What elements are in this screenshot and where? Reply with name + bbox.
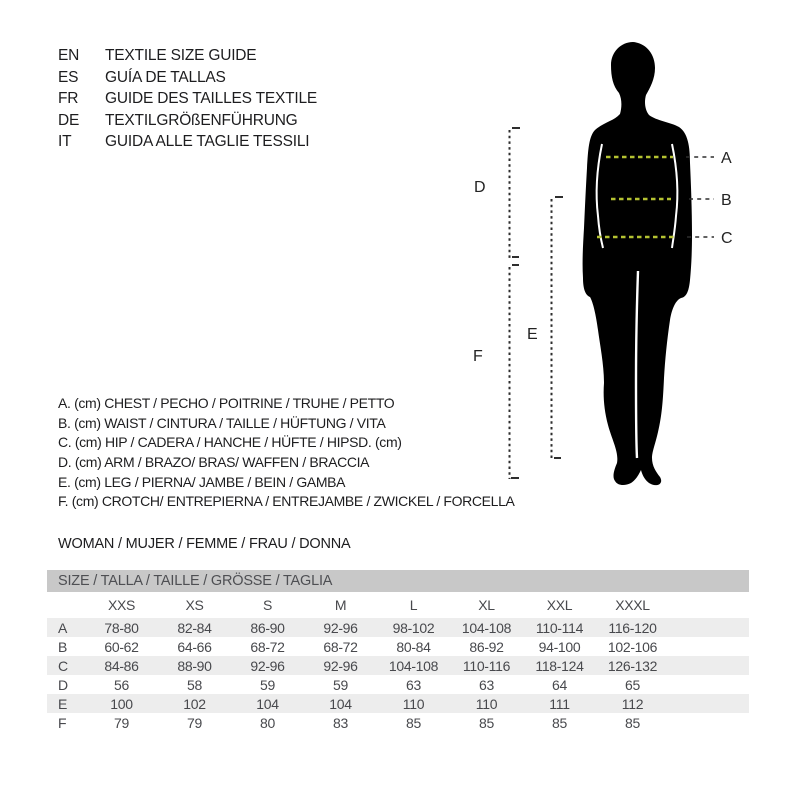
table-row (47, 637, 749, 656)
table-cell: 68-72 (323, 638, 358, 655)
table-cell: 59 (260, 676, 275, 693)
language-title: GUIDA ALLE TAGLIE TESSILI (105, 133, 310, 150)
gender-label: WOMAN / MUJER / FEMME / FRAU / DONNA (58, 536, 351, 552)
table-header-cell: XXL (546, 597, 573, 613)
table-cell: 82-84 (177, 619, 212, 636)
table-cell: 63 (479, 676, 494, 693)
table-cell: 85 (479, 714, 494, 731)
size-table-body (47, 592, 749, 732)
table-header-cell: XXXL (615, 597, 650, 613)
language-row (58, 67, 317, 89)
table-cell: 80-84 (396, 638, 431, 655)
table-cell: 104 (256, 695, 279, 712)
measurement-item: C. (cm) HIP / CADERA / HANCHE / HÜFTE / HIPSD. (cm) (58, 434, 402, 451)
label-B: B (721, 192, 732, 209)
label-D: D (474, 179, 486, 196)
table-cell: 59 (333, 676, 348, 693)
language-code: DE (58, 111, 80, 129)
table-cell: 80 (260, 714, 275, 731)
table-cell: 100 (110, 695, 133, 712)
measurement-item: D. (cm) ARM / BRAZO/ BRAS/ WAFFEN / BRACCIA (58, 454, 370, 471)
size-table (47, 570, 749, 732)
table-cell: 92-96 (323, 657, 358, 674)
language-code: FR (58, 90, 79, 107)
measurement-item: A. (cm) CHEST / PECHO / POITRINE / TRUHE / PETTO (58, 395, 395, 411)
language-code: EN (58, 47, 80, 64)
table-cell: 85 (552, 714, 567, 731)
table-header-cell: M (334, 597, 347, 613)
language-row (58, 88, 317, 110)
table-row (47, 656, 749, 675)
row-label: E (58, 695, 68, 712)
language-row (58, 110, 317, 132)
row-label: C (58, 657, 69, 674)
table-cell: 79 (114, 714, 129, 731)
table-cell: 92-96 (323, 619, 358, 636)
row-label: D (58, 676, 69, 693)
table-cell: 78-80 (104, 619, 139, 636)
size-header-bar: SIZE / TALLA / TAILLE / GRÖSSE / TAGLIA (47, 570, 749, 592)
table-cell: 83 (333, 714, 348, 731)
table-header-row (47, 592, 749, 618)
table-cell: 64 (552, 676, 567, 693)
table-cell: 104-108 (461, 619, 512, 636)
table-row (47, 694, 749, 713)
table-cell: 86-92 (469, 638, 504, 655)
table-cell: 116-120 (608, 619, 657, 636)
table-row (47, 618, 749, 637)
table-cell: 92-96 (250, 657, 285, 674)
label-C: C (721, 230, 733, 247)
language-title: GUIDE DES TAILLES TEXTILE (105, 90, 318, 107)
table-row (47, 713, 749, 732)
table-cell: 126-132 (607, 657, 658, 674)
language-row (58, 131, 317, 153)
table-header-cell: XL (478, 597, 495, 613)
table-cell: 110 (402, 695, 425, 712)
row-label: B (58, 638, 68, 655)
table-cell: 102-106 (607, 638, 658, 655)
table-cell: 112 (621, 695, 644, 712)
table-cell: 58 (187, 676, 202, 693)
language-block (58, 45, 317, 153)
table-cell: 63 (406, 676, 421, 693)
table-cell: 68-72 (250, 638, 285, 655)
language-title: TEXTILE SIZE GUIDE (105, 47, 257, 64)
table-cell: 94-100 (538, 638, 581, 655)
measurement-item: B. (cm) WAIST / CINTURA / TAILLE / HÜFTUNG / VITA (58, 414, 386, 431)
measurement-legend (58, 394, 515, 512)
table-header-cell: XS (185, 597, 204, 613)
table-cell: 85 (625, 714, 640, 731)
table-cell: 98-102 (392, 619, 435, 636)
table-cell: 56 (114, 676, 129, 693)
table-cell: 88-90 (177, 657, 212, 674)
measurement-item: E. (cm) LEG / PIERNA/ JAMBE / BEIN / GAMBA (58, 473, 346, 490)
table-cell: 110-114 (535, 619, 584, 636)
language-title: GUÍA DE TALLAS (105, 68, 226, 86)
table-cell: 60-62 (104, 638, 139, 655)
row-label: A (58, 619, 68, 636)
table-row (47, 675, 749, 694)
table-cell: 110-116 (462, 657, 511, 674)
label-E: E (527, 326, 538, 343)
language-title: TEXTILGRÖßENFÜHRUNG (105, 111, 298, 129)
table-cell: 102 (183, 695, 206, 712)
table-cell: 85 (406, 714, 421, 731)
table-header-cell: XXS (107, 597, 136, 613)
language-code: IT (58, 133, 72, 150)
table-cell: 111 (549, 695, 570, 712)
table-cell: 65 (625, 676, 640, 693)
table-cell: 86-90 (250, 619, 285, 636)
table-cell: 110 (475, 695, 498, 712)
tick-marks (511, 128, 563, 478)
table-cell: 118-124 (535, 657, 584, 674)
row-label: F (58, 714, 67, 731)
table-cell: 79 (187, 714, 202, 731)
label-F: F (473, 348, 483, 365)
table-cell: 104-108 (388, 657, 439, 674)
measurement-item: F. (cm) CROTCH/ ENTREPIERNA / ENTREJAMBE / ZWICKEL / FORCELLA (58, 493, 515, 510)
table-cell: 104 (329, 695, 352, 712)
label-A: A (721, 150, 732, 167)
language-code: ES (58, 68, 79, 86)
table-header-cell: S (262, 597, 273, 613)
language-row (58, 45, 317, 67)
table-header-cell: L (409, 597, 418, 613)
table-cell: 64-66 (177, 638, 212, 655)
table-cell: 84-86 (104, 657, 139, 674)
